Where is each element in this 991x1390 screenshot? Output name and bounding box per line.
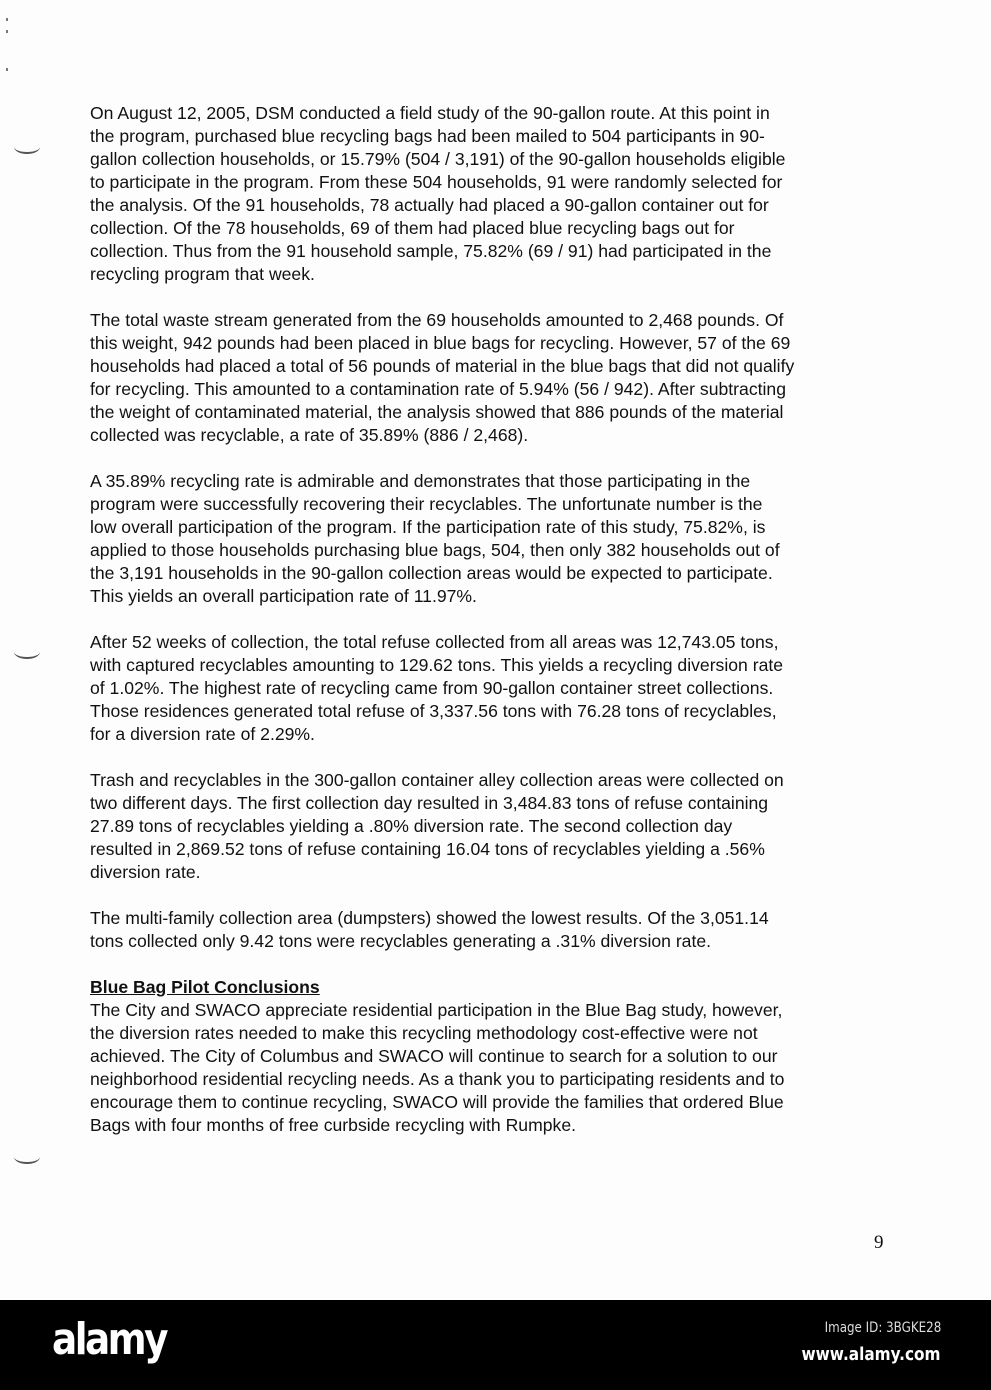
text-line: with captured recyclables amounting to 129.62 tons. This yields a recycling diversion rate: [90, 655, 784, 675]
text-line: 27.89 tons of recyclables yielding a .80% diversion rate. The second collection day: [90, 816, 733, 836]
binder-hole-mark: [14, 645, 40, 659]
text-line: households had placed a total of 56 pounds of material in the blue bags that did not qualify: [90, 356, 795, 376]
text-line: recycling program that week.: [90, 264, 315, 284]
text-line: the program, purchased blue recycling bags had been mailed to 504 participants in 90-: [90, 126, 765, 146]
text-line: the 3,191 households in the 90-gallon collection areas would be expected to participate.: [90, 563, 773, 583]
text-line: of 1.02%. The highest rate of recycling came from 90-gallon container street collections.: [90, 678, 774, 698]
image-id: Image ID: 3BGKE28: [824, 1320, 941, 1336]
text-line: collection. Thus from the 91 household sample, 75.82% (69 / 91) had participated in the: [90, 241, 772, 261]
text-line: diversion rate.: [90, 862, 201, 882]
binder-hole-mark: [14, 140, 40, 154]
text-line: for a diversion rate of 2.29%.: [90, 724, 315, 744]
text-line: tons collected only 9.42 tons were recyclables generating a .31% diversion rate.: [90, 931, 712, 951]
paragraph: [90, 470, 910, 608]
section-heading: Blue Bag Pilot Conclusions: [90, 977, 320, 997]
text-line: The City and SWACO appreciate residential participation in the Blue Bag study, however,: [90, 1000, 783, 1020]
website-link: www.alamy.com: [802, 1344, 941, 1365]
watermark-footer: [0, 1300, 991, 1390]
text-line: gallon collection households, or 15.79% (504 / 3,191) of the 90-gallon households eligible: [90, 149, 786, 169]
text-line: for recycling. This amounted to a contamination rate of 5.94% (56 / 942). After subtracting: [90, 379, 786, 399]
text-line: two different days. The first collection day resulted in 3,484.83 tons of refuse containing: [90, 793, 769, 813]
paragraph: [90, 309, 910, 447]
text-line: the weight of contaminated material, the analysis showed that 886 pounds of the material: [90, 402, 784, 422]
text-line: to participate in the program. From these 504 households, 91 were randomly selected for: [90, 172, 783, 192]
text-line: encourage them to continue recycling, SWACO will provide the families that ordered Blue: [90, 1092, 784, 1112]
text-line: achieved. The City of Columbus and SWACO will continue to search for a solution to our: [90, 1046, 778, 1066]
text-line: collected was recyclable, a rate of 35.89% (886 / 2,468).: [90, 425, 529, 445]
text-line: low overall participation of the program. If the participation rate of this study, 75.82%, is: [90, 517, 766, 537]
text-line: A 35.89% recycling rate is admirable and demonstrates that those participating in the: [90, 471, 751, 491]
text-line: program were successfully recovering their recyclables. The unfortunate number is the: [90, 494, 763, 514]
text-line: The multi-family collection area (dumpsters) showed the lowest results. Of the 3,051.14: [90, 908, 769, 928]
text-line: Bags with four months of free curbside recycling with Rumpke.: [90, 1115, 576, 1135]
text-line: After 52 weeks of collection, the total refuse collected from all areas was 12,743.05 tons,: [90, 632, 779, 652]
text-line: neighborhood residential recycling needs. As a thank you to participating residents and to: [90, 1069, 785, 1089]
binder-hole-mark: [14, 1150, 40, 1164]
paragraph: [90, 907, 910, 953]
text-line: collection. Of the 78 households, 69 of them had placed blue recycling bags out for: [90, 218, 735, 238]
text-line: resulted in 2,869.52 tons of refuse containing 16.04 tons of recyclables yielding a .56%: [90, 839, 765, 859]
conclusions-section: [90, 976, 910, 1137]
scan-mark: [6, 18, 8, 21]
text-line: On August 12, 2005, DSM conducted a field study of the 90-gallon route. At this point in: [90, 103, 770, 123]
text-line: this weight, 942 pounds had been placed in blue bags for recycling. However, 57 of the 69: [90, 333, 791, 353]
text-line: Those residences generated total refuse of 3,337.56 tons with 76.28 tons of recyclables,: [90, 701, 777, 721]
scan-mark: [6, 30, 8, 33]
text-line: applied to those households purchasing blue bags, 504, then only 382 households out of: [90, 540, 780, 560]
text-line: the analysis. Of the 91 households, 78 actually had placed a 90-gallon container out for: [90, 195, 769, 215]
paragraph: [90, 102, 910, 286]
text-line: the diversion rates needed to make this recycling methodology cost-effective were not: [90, 1023, 758, 1043]
alamy-logo: alamy: [52, 1314, 166, 1365]
text-line: The total waste stream generated from the 69 households amounted to 2,468 pounds. Of: [90, 310, 784, 330]
scan-mark: [6, 68, 8, 71]
text-line: This yields an overall participation rate of 11.97%.: [90, 586, 477, 606]
text-line: Trash and recyclables in the 300-gallon container alley collection areas were collected on: [90, 770, 784, 790]
page-number: 9: [874, 1232, 884, 1253]
paragraph: [90, 769, 910, 884]
paragraph: [90, 631, 910, 746]
document-body: [90, 102, 910, 1137]
